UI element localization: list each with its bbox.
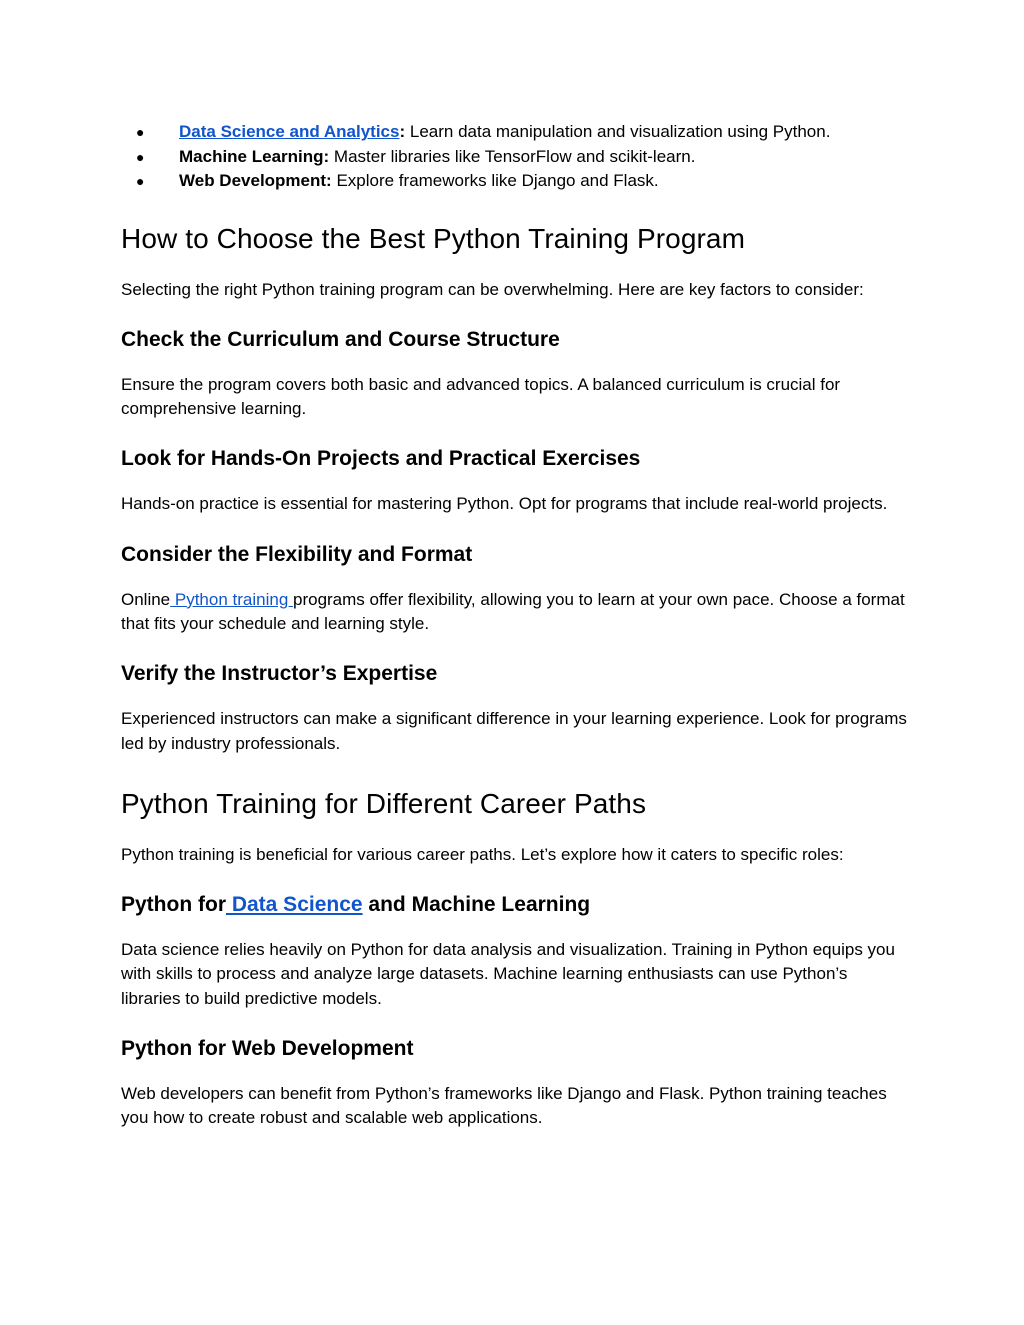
subheading-curriculum: Check the Curriculum and Course Structure <box>121 327 560 351</box>
bullet-icon: ● <box>136 173 145 189</box>
paragraph-text: programs offer flexibility, allowing you to learn at your own pace. Choose a format that fits your schedule and learning style. <box>121 589 905 633</box>
list-item <box>120 145 911 170</box>
paragraph-web-development: Web developers can benefit from Python’s frameworks like Django and Flask. Python training teaches you how to create robust and scalable web applications. <box>121 1084 887 1128</box>
heading-text: Python for <box>121 893 226 917</box>
list-item-text: Learn data manipulation and visualization using Python. <box>405 122 831 141</box>
subheading-web-development: Python for Web Development <box>121 1037 414 1061</box>
list-item-term: Web Development: <box>179 171 332 190</box>
subheading-flexibility: Consider the Flexibility and Format <box>121 542 473 566</box>
python-training-link[interactable]: Python training <box>170 589 293 609</box>
list-item-text: Master libraries like TensorFlow and scikit-learn. <box>329 146 696 166</box>
bullet-icon: ● <box>136 148 145 165</box>
bullet-list <box>121 120 911 194</box>
paragraph-flexibility <box>121 588 911 637</box>
section-intro: Selecting the right Python training program can be overwhelming. Here are key factors to consider: <box>121 279 864 299</box>
heading-text: and Machine Learning <box>362 893 591 917</box>
paragraph-instructor: Experienced instructors can make a significant difference in your learning experience. Look for programs led by industry professionals. <box>121 709 907 753</box>
subheading-data-science <box>121 891 911 919</box>
list-item-text: Explore frameworks like Django and Flask. <box>331 171 659 190</box>
paragraph-curriculum: Ensure the program covers both basic and advanced topics. A balanced curriculum is crucial for comprehensive learning. <box>121 374 841 419</box>
paragraph-data-science: Data science relies heavily on Python for data analysis and visualization. Training in Python equips you with skills to process and analyze large datasets. Machine learning enthusiasts can use Python’s libraries to build predictive models. <box>121 940 895 1008</box>
data-science-analytics-link[interactable]: Data Science and Analytics <box>179 122 400 141</box>
subheading-hands-on: Look for Hands-On Projects and Practical Exercises <box>121 447 641 471</box>
document-content <box>121 120 911 1131</box>
list-item <box>120 120 911 145</box>
section-heading-career: Python Training for Different Career Paths <box>121 787 647 819</box>
list-item-term: Machine Learning: <box>179 146 330 166</box>
bullet-icon: ● <box>136 124 145 140</box>
paragraph-text: Online <box>121 589 171 609</box>
section-heading-choose: How to Choose the Best Python Training Program <box>121 222 746 254</box>
section-intro-career: Python training is beneficial for various career paths. Let’s explore how it caters to specific roles: <box>121 844 844 864</box>
paragraph-hands-on: Hands-on practice is essential for mastering Python. Opt for programs that include real-world projects. <box>121 494 888 514</box>
colon: : <box>399 122 406 141</box>
subheading-instructor: Verify the Instructor’s Expertise <box>121 662 438 686</box>
list-item <box>120 169 911 194</box>
data-science-link[interactable]: Data Science <box>226 893 363 917</box>
